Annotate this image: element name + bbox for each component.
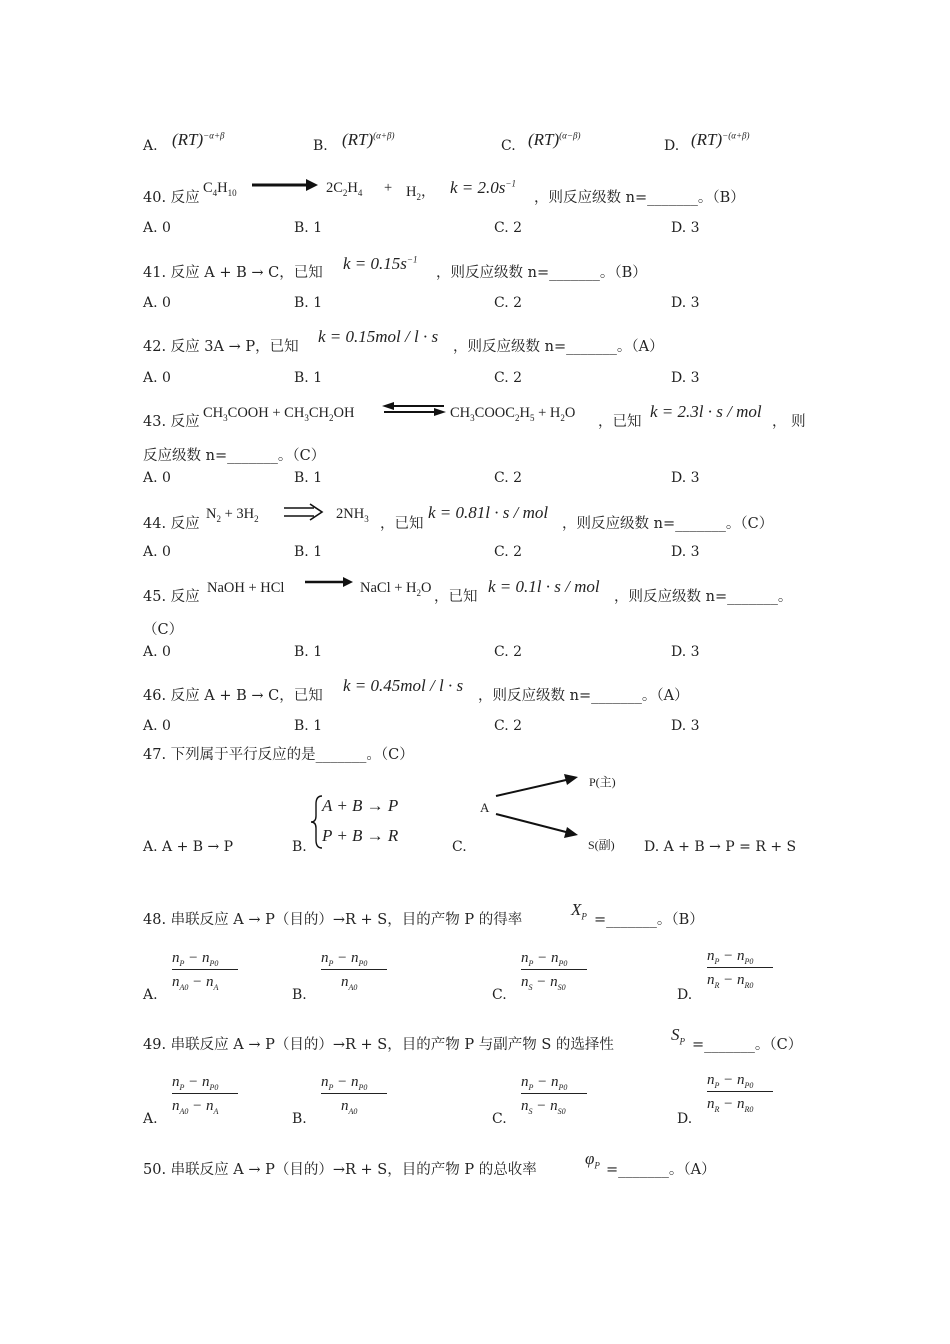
q46-suffix: ，则反应级数 n=_______。（A） [478,688,689,704]
q46-rate-constant: k = 0.45mol / l · s [343,676,464,695]
q44-prefix: 44. 反应 [143,516,200,532]
q40-option-d: D. 3 [671,220,700,236]
q47-option-c-label: C. [452,839,467,855]
q41-option-b: B. 1 [294,295,323,311]
q40-plus: + [384,180,393,196]
q43-line2: 反应级数 n=_______。（C） [143,448,326,464]
q42-option-c: C. 2 [494,370,523,386]
q39-option-a-label: A. [143,138,158,154]
q43-reactants: $CH_3COOH + CH_3CH_2OH$ [203,405,355,423]
q43-rate-constant: k = 2.3l · s / mol [650,402,762,421]
q39-option-b-label: B. [313,138,328,154]
q45-option-d: D. 3 [671,644,700,660]
q48-option-a-label: A. [143,987,158,1003]
q45-line2: （C） [143,622,184,638]
q50-symbol: $\varphi_P$ [585,1149,600,1171]
q40-product-1: $2C_2H_4$ [326,180,363,198]
q48-symbol: $X_P$ [571,900,587,922]
q48-stem: 48. 串联反应 A → P（目的）→R + S，目的产物 P 的得率 [143,912,523,928]
q42-option-a: A. 0 [143,370,171,386]
q48-option-c-label: C. [492,987,507,1003]
q43-equilibrium-arrow [382,402,446,416]
q43-prefix: 43. 反应 [143,414,200,430]
q42-suffix: ，则反应级数 n=_______。（A） [453,339,664,355]
q48-option-b-label: B. [292,987,307,1003]
q46-prefix: 46. 反应 A + B → C，已知 [143,688,323,704]
q43-option-a: A. 0 [143,470,171,486]
q45-rate-constant: k = 0.1l · s / mol [488,577,600,596]
q40-option-c: C. 2 [494,220,523,236]
q47-option-c-reactant: A [480,800,490,815]
q47-option-b-eq1: A + B → P [322,796,399,815]
q43-option-d: D. 3 [671,470,700,486]
q42-option-d: D. 3 [671,370,700,386]
q41-rate-constant: $k = 0.15s^{-1}$ [343,254,418,273]
q47-option-c-product-side: S(副) [588,838,615,852]
q42-option-b: B. 1 [294,370,323,386]
q45-option-c: C. 2 [494,644,523,660]
q39-option-d-expr: (RT)$^{-(\alpha+\beta)}$ [691,130,750,149]
q41-option-a: A. 0 [143,295,171,311]
q40-product-2: $H_2$， [406,184,436,202]
q45-reactants: NaOH + HCl [207,580,285,596]
q44-double-arrow [284,503,324,521]
q43-option-b: B. 1 [294,470,323,486]
q44-mid: ，已知 [380,516,424,532]
q46-option-d: D. 3 [671,718,700,734]
q46-option-a: A. 0 [143,718,171,734]
q50-stem: 50. 串联反应 A → P（目的）→R + S，目的产物 P 的总收率 [143,1162,537,1178]
q49-option-c-label: C. [492,1111,507,1127]
q39-option-d-label: D. [664,138,680,154]
q41-option-c: C. 2 [494,295,523,311]
q44-reactants: $N_2 + 3H_2$ [206,506,259,524]
q44-option-d: D. 3 [671,544,700,560]
q45-option-a: A. 0 [143,644,171,660]
q49-option-a-label: A. [143,1111,158,1127]
q44-option-b: B. 1 [294,544,323,560]
q42-rate-constant: k = 0.15mol / l · s [318,327,439,346]
q49-symbol: $S_P$ [671,1025,685,1047]
q48-tail: =_______。（B） [594,912,704,928]
q49-stem: 49. 串联反应 A → P（目的）→R + S，目的产物 P 与副产物 S 的选择性 [143,1037,614,1053]
q47-parallel-arrows [494,772,578,840]
q44-suffix: ，则反应级数 n=_______。（C） [562,516,774,532]
q47-stem: 47. 下列属于平行反应的是_______。（C） [143,747,414,763]
q45-option-b: B. 1 [294,644,323,660]
q45-arrow [305,576,353,588]
q44-option-a: A. 0 [143,544,171,560]
q44-rate-constant: k = 0.81l · s / mol [428,503,549,522]
q39-option-c-label: C. [501,138,516,154]
q48-option-d-label: D. [677,987,693,1003]
q46-option-c: C. 2 [494,718,523,734]
q45-mid: ，已知 [434,589,478,605]
q40-suffix: ，则反应级数 n=_______。（B） [534,190,745,206]
q47-option-b-eq2: P + B → R [322,826,399,845]
q39-option-b-expr: (RT)$^{(\alpha+\beta)}$ [342,130,395,149]
q43-mid: ，已知 [598,414,642,430]
q41-suffix: ，则反应级数 n=_______。（B） [436,265,647,281]
q40-arrow [252,178,318,192]
q39-option-c-expr: (RT)$^{(\alpha-\beta)}$ [528,130,581,149]
q49-option-b-label: B. [292,1111,307,1127]
q50-tail: =_______。（A） [606,1162,716,1178]
q49-option-d-label: D. [677,1111,693,1127]
q49-tail: =_______。（C） [692,1037,803,1053]
q43-products: $CH_3COOC_2H_5 + H_2O$ [450,405,576,423]
q41-prefix: 41. 反应 A + B → C，已知 [143,265,323,281]
q41-option-d: D. 3 [671,295,700,311]
q46-option-b: B. 1 [294,718,323,734]
q40-option-a: A. 0 [143,220,171,236]
q45-products: NaCl + $H_2O$ [360,580,432,598]
q47-option-d: D. A + B → P = R + S [644,839,797,855]
q44-option-c: C. 2 [494,544,523,560]
q39-option-a-expr: (RT)$^{-\alpha+\beta}$ [172,130,225,149]
q40-option-b: B. 1 [294,220,323,236]
q47-option-a: A. A + B → P [143,839,234,855]
q40-reactant: $C_4H_{10}$ [203,180,237,198]
q44-products: $2NH_3$ [336,506,369,524]
q40-rate-constant: $k = 2.0s^{-1}$ [450,178,516,197]
q47-option-c-product-main: P(主) [589,775,616,789]
q45-prefix: 45. 反应 [143,589,200,605]
q40-prefix: 40. 反应 [143,190,200,206]
q45-suffix: ，则反应级数 n=_______。 [614,589,793,605]
q47-option-b-label: B. [292,839,307,855]
q42-prefix: 42. 反应 3A → P，已知 [143,339,299,355]
q43-option-c: C. 2 [494,470,523,486]
q43-suffix: ， 则 [772,414,806,430]
